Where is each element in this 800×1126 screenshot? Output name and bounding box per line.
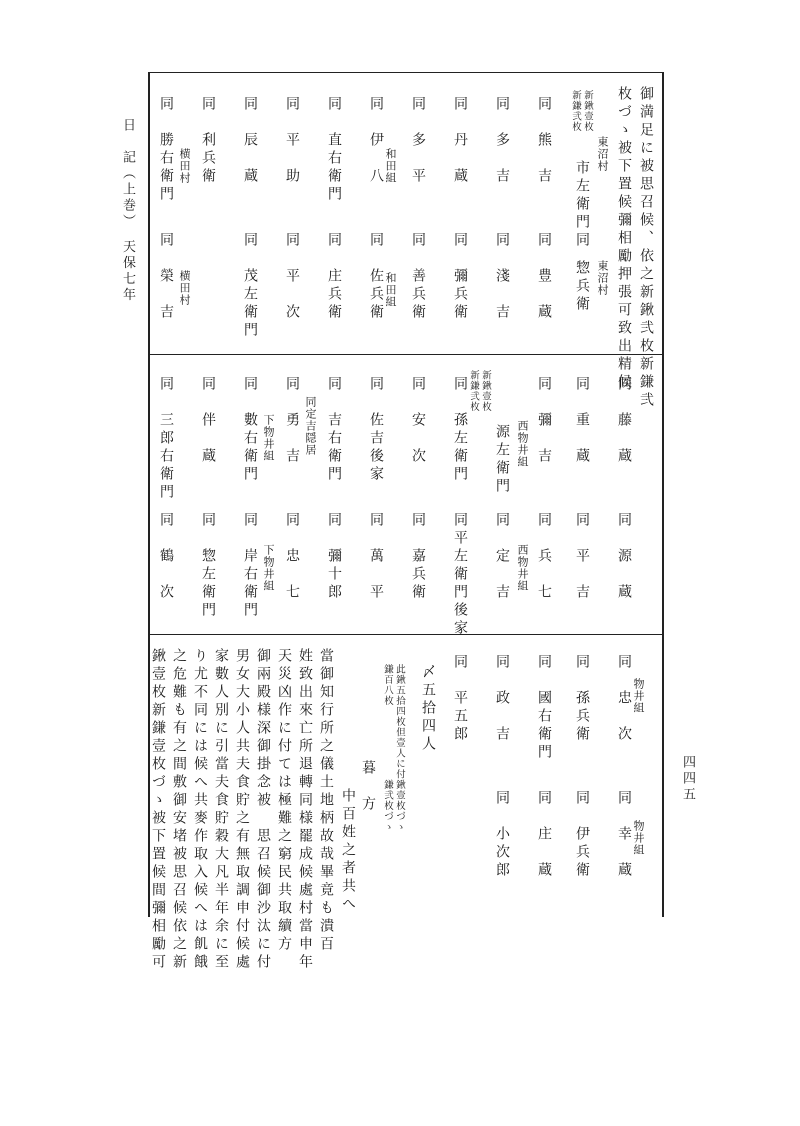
s1-entry: 市左衛門	[574, 160, 590, 232]
s3-heading: 中百姓之者共へ	[340, 788, 356, 914]
s2-entry: 同 勇 吉	[284, 376, 300, 466]
s3-entry: 同 忠 次	[616, 654, 632, 744]
s3-group-label: 物井組	[632, 678, 645, 714]
s2-item-label-line: 新鎌弐枚	[468, 370, 479, 412]
s3-tool-note-line: 此鍬五拾四枚但壹人に付鍬壹枚づゝ	[394, 664, 405, 832]
s2-entry: 同 彌 吉	[536, 376, 552, 466]
s1-entry: 同 榮 吉	[158, 232, 174, 322]
s1-entry: 同 庄兵衛	[326, 232, 342, 322]
s3-entry: 同 政 吉	[494, 654, 510, 744]
s3-entry: 同 國右衛門	[536, 654, 552, 762]
s2-entry: 同 岸右衛門	[242, 512, 258, 620]
s3-body-line: 男女大小人共夫食貯之有無取調申付候處	[234, 648, 250, 972]
s3-entry: 同 庄 蔵	[536, 790, 552, 880]
s1-village-label: 横田村	[178, 270, 191, 306]
s1-entry: 同 直右衛門	[326, 96, 342, 204]
s1-entry: 同 利兵衛	[200, 96, 216, 186]
s2-entry: 同 重 蔵	[574, 376, 590, 466]
page-number: 四四五	[680, 755, 695, 803]
s1-entry: 同 伊 八	[368, 96, 384, 186]
s1-item-label	[570, 90, 593, 132]
s2-entry: 同 兵 七	[536, 512, 552, 602]
s3-entry: 同 孫兵衛	[574, 654, 590, 744]
s1-entry: 同 彌兵衛	[452, 232, 468, 322]
s2-entry: 同 安 次	[410, 376, 426, 466]
s1-village-label: 東沼村	[596, 136, 609, 172]
s3-body-line: 姓致出來亡所退轉同様罷成候處村當申年	[297, 648, 313, 972]
s2-entry: 同 源 蔵	[616, 512, 632, 602]
s3-body-line: 御兩殿様深御掛念被 思召候御沙汰に付	[255, 648, 271, 972]
s3-tool-note-line: 鎌百八枚 鎌弐枚づゝ	[382, 664, 393, 832]
section-divider-1	[148, 354, 662, 355]
section-divider-2	[148, 634, 662, 635]
s2-entry: 同 三郎右衛門	[158, 376, 174, 502]
s1-entry: 同 熊 吉	[536, 96, 552, 186]
s3-entry: 同 幸 蔵	[616, 790, 632, 880]
s2-group-label: 西物井組	[516, 544, 529, 592]
s2-entry: 同 彌十郎	[326, 512, 342, 602]
s3-group-label: 物井組	[632, 820, 645, 856]
s1-entry: 同 丹 蔵	[452, 96, 468, 186]
s2-entry: 同 吉右衛門	[326, 376, 342, 484]
s2-group-label: 下物井組	[262, 414, 275, 462]
s1-entry: 同 茂左衛門	[242, 232, 258, 340]
s1-village-label: 東沼村	[596, 260, 609, 296]
s2-entry: 同 定 吉	[494, 512, 510, 602]
s1-entry: 同 勝右衛門	[158, 96, 174, 204]
s2-entry: 同 忠 七	[284, 512, 300, 602]
s2-entry: 同 孫左衛門	[452, 376, 468, 484]
s2-entry: 同 嘉兵衛	[410, 512, 426, 602]
s1-entry: 同 淺 吉	[494, 232, 510, 322]
s2-entry: 同 惣左衛門	[200, 512, 216, 620]
s2-item-label	[468, 370, 491, 412]
s2-entry: 同 平 吉	[574, 512, 590, 602]
s1-entry: 同 平 次	[284, 232, 300, 322]
s1-entry: 同 佐兵衛	[368, 232, 384, 322]
s1-entry: 同 多 平	[410, 96, 426, 186]
s3-entry: 同 小次郎	[494, 790, 510, 880]
s1-group-label: 和田組	[384, 272, 397, 308]
s3-body-line: 鍬壹枚新鎌壹枚づゝ被下置候間彌相勵可	[150, 648, 166, 972]
s3-body-line: 當御知行所之儀土地柄故哉畢竟も潰百	[318, 648, 334, 954]
s3-body-line: 天災凶作に付ては極難之窮民共取續方	[276, 648, 292, 954]
s1-entry: 同 豊 蔵	[536, 232, 552, 322]
s2-group-label: 西物井組	[516, 420, 529, 468]
s2-entry: 同 佐吉後家	[368, 376, 384, 484]
s3-heading: 暮 方	[360, 760, 376, 814]
s2-entry: 同 藤 蔵	[616, 376, 632, 466]
s3-body-line: 之危難も有之間敷御安堵被思召候依之新	[171, 648, 187, 972]
s1-item-label-line: 新鎌弐枚	[570, 90, 581, 132]
s1-group-label: 和田組	[384, 148, 397, 184]
s1-entry: 同 平 助	[284, 96, 300, 186]
s1-entry: 同	[574, 232, 590, 250]
s2-entry: 同 數右衛門	[242, 376, 258, 484]
s3-entry: 同 平五郎	[452, 654, 468, 744]
running-header: 日 記（上巻） 天保七年	[120, 118, 135, 304]
s2-entry: 源左衛門	[494, 424, 510, 496]
s1-item-label-line: 新鍬壹枚	[582, 90, 593, 132]
s3-entry: 同 伊兵衛	[574, 790, 590, 880]
s1-entry: 同 辰 蔵	[242, 96, 258, 186]
s3-body-line: 家數人別に引當夫食貯穀大凡半年余に至	[213, 648, 229, 972]
s1-entry: 同 多 吉	[494, 96, 510, 186]
s2-group-label: 下物井組	[262, 544, 275, 592]
s2-entry: 同平左衛門後家	[452, 512, 468, 638]
s1-village-label: 横田村	[178, 148, 191, 184]
s2-note: 同定吉隠居	[304, 396, 317, 456]
s2-entry: 同 萬 平	[368, 512, 384, 602]
s3-total: 〆五拾四人	[420, 664, 436, 754]
s1-text-line-2: 枚づゝ被下置候彌相勵押張可致出精候	[616, 86, 632, 392]
s2-entry: 同 鶴 次	[158, 512, 174, 602]
s3-tool-note	[382, 664, 405, 832]
s2-entry: 同 伴 蔵	[200, 376, 216, 466]
s1-text-line-1: 御満足に被思召候、依之新鍬弐枚新鎌弐	[638, 86, 654, 410]
s2-item-label-line: 新鍬壹枚	[480, 370, 491, 412]
s1-entry: 惣兵衛	[574, 260, 590, 314]
s3-body-line: り尤不同には候へ共麥作取入候へは飢餓	[192, 648, 208, 972]
s1-entry: 同 善兵衛	[410, 232, 426, 322]
